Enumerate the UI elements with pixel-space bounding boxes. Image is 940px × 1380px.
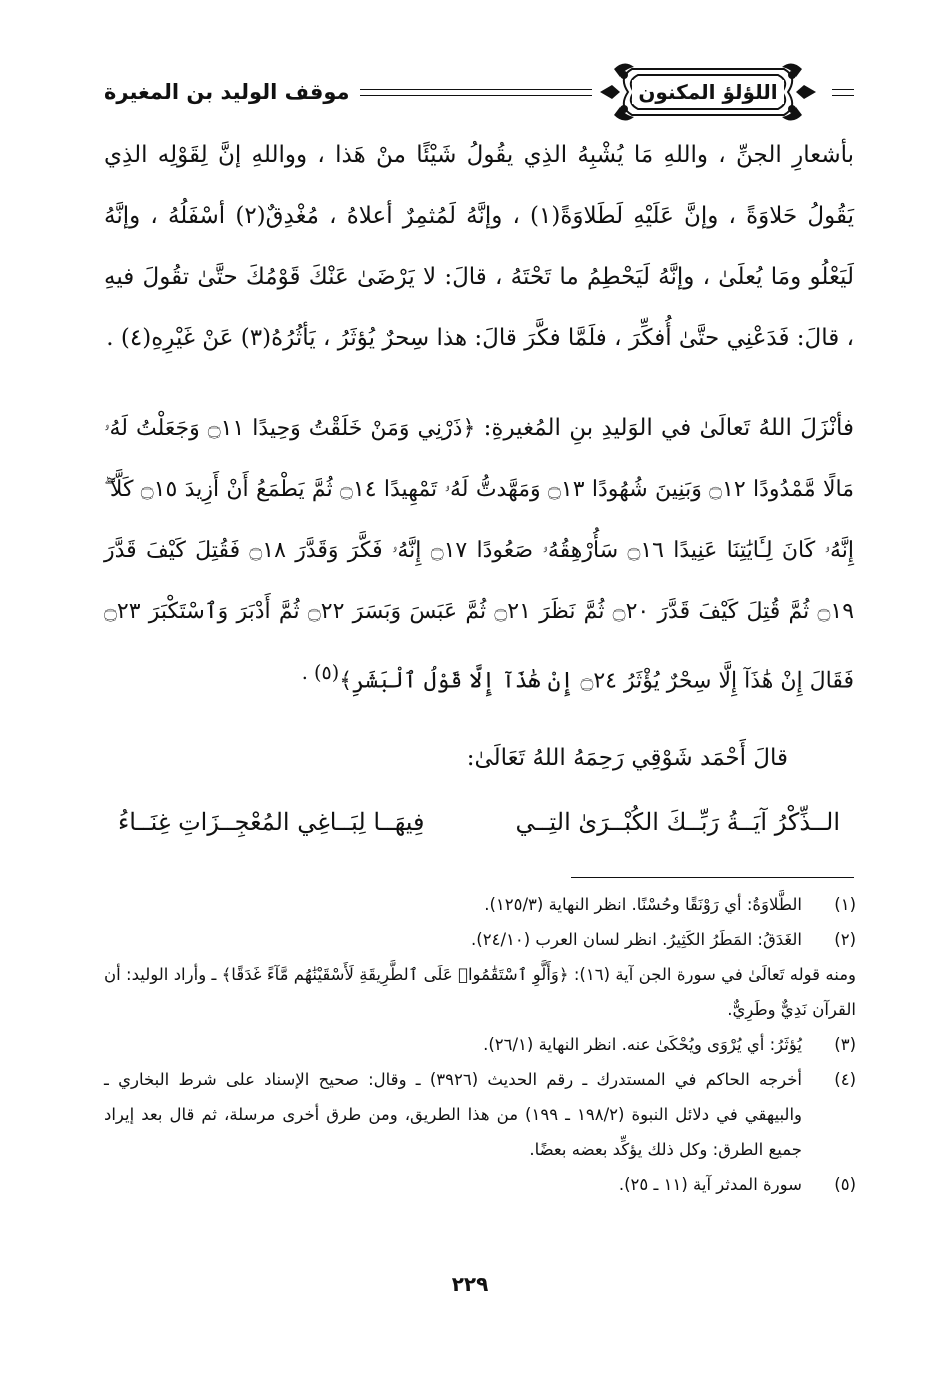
footnote-text: الطَّلاوَةُ: أي رَوْنَقًا وحُسْنًا. انظر النهاية (١٢٥/٣). — [484, 895, 802, 914]
footnote-number: (٥) — [834, 1175, 856, 1194]
book-title: اللؤلؤ المكنون — [632, 80, 783, 104]
header-double-rule — [360, 89, 592, 96]
footnote — [104, 1027, 856, 1062]
body-paragraph-1: بأشعارِ الجنِّ ، واللهِ مَا يُشْبِهُ الذِي يقُولُ شَيْئًا منْ هَذا ، وواللهِ إنَّ لِقَوْلِه الذِي يَقُولُ حَلاوَةً ، وإنَّ عَلَيْهِ لَطَلاوَةً(١) ، وإنَّهُ لَمُثمِرٌ أعلاهُ ، مُغْدِقٌ(٢) أسْفَلُهُ ، وإنَّهُ لَيَعْلُو ومَا يُعلَىٰ ، وإنَّهُ لَيَحْطِمُ ما تَحْتَهُ ، قالَ: لا يَرْضَىٰ عَنْكَ قَوْمُكَ حتَّىٰ تقُولَ فيهِ ، قالَ: فَدَعْنِي حتَّىٰ أُفكِّرَ ، فلَمَّا فكَّرَ قالَ: هذا سِحرٌ يُؤثَرُ ، يَأثُرُهُ(٣) عَنْ غَيْرِهِ(٤) . — [104, 142, 854, 351]
header-left-group — [104, 80, 592, 104]
footnote — [104, 887, 856, 922]
verse-first-hemistich: الــذِّكْرُ آيَــةُ رَبِّــكَ الكُبْــرَىٰ التِــي — [515, 808, 840, 836]
footnote — [104, 1167, 856, 1202]
quran-verses: ﴿ذَرْنِي وَمَنْ خَلَقْتُ وَحِيدًا ۝١١ وَجَعَلْتُ لَهُۥ مَالًا مَّمْدُودًا ۝١٢ وَبَنِينَ شُهُودًا ۝١٣ وَمَهَّدتُّ لَهُۥ تَمْهِيدًا ۝١٤ ثُمَّ يَطْمَعُ أَنْ أَزِيدَ ۝١٥ كَلَّآ ۖ إِنَّهُۥ كَانَ لِـَٔايَٰتِنَا عَنِيدًا ۝١٦ سَأُرْهِقُهُۥ صَعُودًا ۝١٧ إِنَّهُۥ فَكَّرَ وَقَدَّرَ ۝١٨ فَقُتِلَ كَيْفَ قَدَّرَ ۝١٩ ثُمَّ قُتِلَ كَيْفَ قَدَّرَ ۝٢٠ ثُمَّ نَظَرَ ۝٢١ ثُمَّ عَبَسَ وَبَسَرَ ۝٢٢ ثُمَّ أَدْبَرَ وَٱسْتَكْبَرَ ۝٢٣ فَقَالَ إِنْ هَٰذَآ إِلَّا سِحْرٌ يُؤْثَرُ ۝٢٤ إِنْ هَٰذَآ إِلَّا قَوْلُ ٱلْبَشَرِ﴾ — [104, 416, 855, 694]
header-double-rule-short — [832, 89, 854, 96]
footnote — [104, 1062, 856, 1167]
footnote-text: يُؤثَرُ: أي يُرْوَى ويُحْكَىٰ عنه. انظر النهاية (٢٦/١). — [483, 1035, 802, 1054]
footnote-number: (٣) — [834, 1035, 856, 1054]
chapter-title: موقف الوليد بن المغيرة — [104, 80, 350, 104]
footnote-text: سورة المدثر آية (١١ ـ ٢٥). — [618, 1175, 802, 1194]
footnote-text: أخرجه الحاكم في المستدرك ـ رقم الحديث (٣٩٢٦) ـ وقال: صحيح الإسناد على شرط البخاري ـ والبيهقي في دلائل النبوة (١٩٨/٢ ـ ١٩٩) من هذا الطريق، ومن طرق أخرى مرسلة، ثم قال بعد إيراد جميع الطرق: وكل ذلك يؤكِّد بعضه بعضًا. — [104, 1070, 803, 1159]
page-number: ٢٢٩ — [451, 1272, 489, 1296]
footnote — [104, 922, 856, 957]
footnote-number: (٤) — [834, 1070, 856, 1089]
footnotes — [104, 887, 856, 1202]
footnote-separator — [571, 877, 854, 878]
footnote-text: الغَدَقُ: المَطَرُ الكَثِيرُ. انظر لسان العرب (٢٤/١٠). — [471, 930, 802, 949]
footnote-continuation: ومنه قوله تَعالَىٰ في سورة الجن آية (١٦): ﴿وَأَلَّوِ ٱسْتَقَٰمُوا۟ عَلَى ٱلطَّرِيقَةِ لَأَسْقَيْنَٰهُم مَّآءً غَدَقًا﴾ ـ وأراد الوليد: أن القرآن نَدِيٌّ وطَرِيٌّ. — [104, 965, 856, 1019]
header-right-group — [598, 57, 854, 127]
footnote-ref: (٥) . — [301, 661, 340, 684]
running-header — [104, 56, 854, 128]
body-paragraph-2 — [104, 398, 854, 712]
verse-second-hemistich: فِيهَــا لِبَــاغِي المُعْجِــزَاتِ غِنَــاءُ — [118, 808, 425, 836]
poem-verse — [118, 793, 840, 851]
poem-intro: قالَ أَحْمَد شَوْقِي رَحِمَهُ اللهُ تَعَالَىٰ: — [466, 745, 788, 771]
book-title-cartouche — [598, 57, 818, 127]
footnote-number: (٢) — [834, 930, 856, 949]
quran-intro: فأنْزَلَ اللهُ تَعالَىٰ في الوَليدِ بنِ المُغيرةِ: — [483, 415, 855, 441]
footnote-number: (١) — [834, 895, 856, 914]
